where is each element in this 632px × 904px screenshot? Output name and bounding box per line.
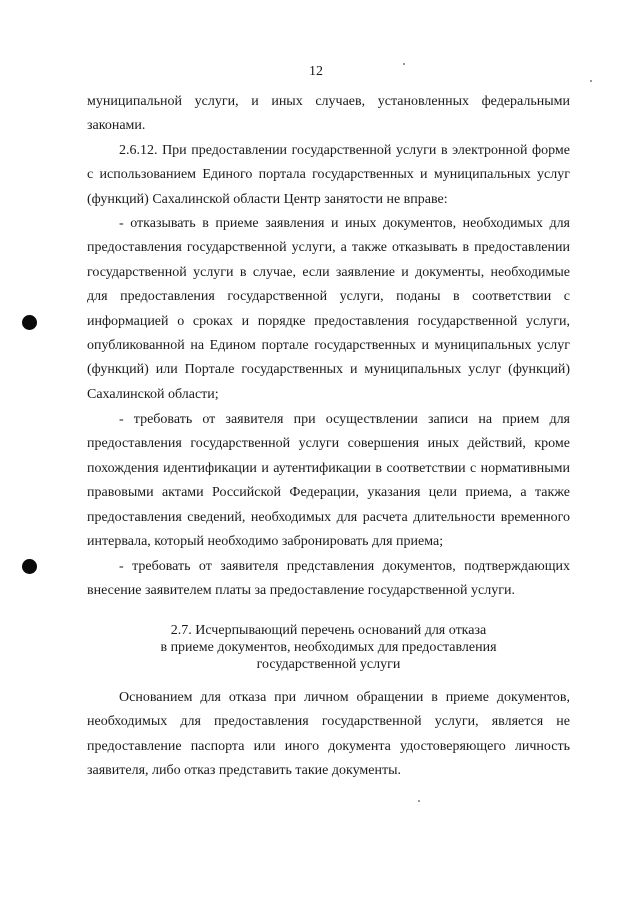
list-item-require-actions [87,408,570,554]
list-item-require-documents [87,555,570,604]
paragraph-refusal-grounds [87,686,570,784]
paragraph-continuation [87,90,570,139]
section-heading-line: 2.7. Исчерпывающий перечень оснований для отказа [170,623,487,638]
punch-hole-bottom [22,559,37,574]
scan-speck [590,80,592,82]
scan-speck [418,800,420,802]
paragraph-text: 2.6.12. При предоставлении государственной услуги в электронной форме с использованием Единого портала государственных и муниципальных услуг (функций) Сахалинской области Центр занятости не вправе: [87,143,570,207]
punch-hole-top [22,315,37,330]
paragraph-text: - отказывать в приеме заявления и иных документов, необходимых для предоставления государственной услуги, а также отказывать в предоставлении государственной услуги в случае, если заявление и документы, необходимые для предоставления государственной услуги, поданы в соответствии с информацией о сроках и порядке предоставления государственной услуги, опубликованной на Едином портале государственных и муниципальных услуг (функций) или Портале государственных и муниципальных услуг (функций) Сахалинской области; [87,216,570,402]
section-heading-line: в приеме документов, необходимых для предоставления [160,640,497,655]
list-item-refuse [87,212,570,407]
paragraph-text: муниципальной услуги, и иных случаев, установленных федеральными законами. [87,94,570,134]
paragraph-text: - требовать от заявителя представления документов, подтверждающих внесение заявителем платы за предоставление государственной услуги. [87,559,570,599]
section-heading [87,622,570,673]
page-number: 12 [309,64,323,79]
paragraph-text: - требовать от заявителя при осуществлении записи на прием для предоставления государственной услуги совершения иных действий, кроме похождения идентификации и аутентификации в соответствии с нормативными правовыми актами Российской Федерации, указания цели приема, а также предоставления сведений, необходимых для расчета длительности временного интервала, который необходимо забронировать для приема; [87,412,570,550]
section-heading-line: государственной услуги [256,657,401,672]
paragraph-2-6-12 [87,139,570,212]
paragraph-text: Основанием для отказа при личном обращении в приеме документов, необходимых для предоставления государственной услуги, является не предоставление паспорта или иного документа удостоверяющего личность заявителя, либо отказ представить такие документы. [87,690,570,779]
